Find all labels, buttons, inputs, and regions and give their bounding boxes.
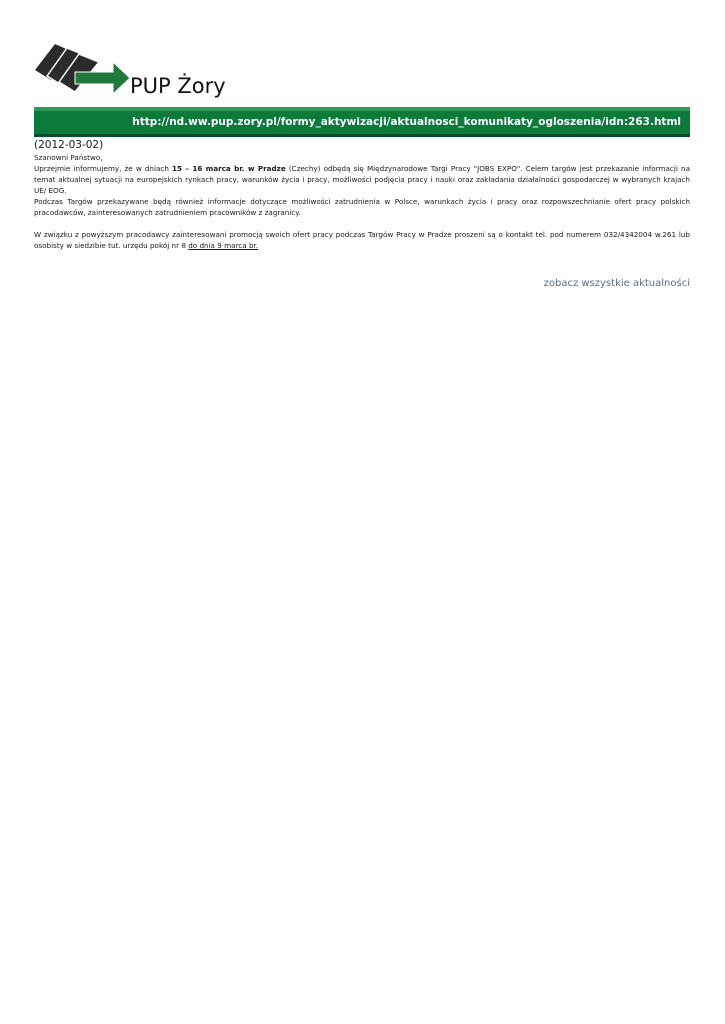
event-dates-bold: 15 – 16 marca br. w Pradze [172, 164, 286, 173]
band-highlight [34, 107, 690, 111]
page-url: http://nd.ww.pup.zory.pl/formy_aktywizacji/aktualnosci_komunikaty_ogloszenia/idn:263.html [132, 116, 681, 128]
article-paragraph-3 [34, 229, 690, 251]
article-paragraph-1 [34, 163, 690, 196]
article-paragraph-2: Podczas Targów przekazywane będą również informacje dotyczące możliwości zatrudnienia w Polsce, warunkach życia i pracy oraz rozpowszechnianie ofert pracy polskich pracodawców, zainteresowanych zatrudnieniem pracowników z zagranicy. [34, 197, 690, 217]
paragraph-spacer [34, 218, 690, 229]
band-shadow [34, 134, 690, 137]
deadline-underlined: do dnia 9 marca br. [188, 241, 259, 250]
article-greeting: Szanowni Państwo, [34, 153, 103, 162]
logo-text: PUP Żory [130, 74, 226, 98]
all-news-link[interactable]: zobacz wszystkie aktualności [543, 278, 690, 289]
paragraph-1-text-end: (Czechy) odbędą się Międzynarodowe Targi Pracy "JOBS EXPO". Celem targów jest przekazanie informacji na temat aktualnej sytuacji na europejskich rynkach pracy, warunków życia i pracy, możliwości podjęcia pracy i nauki oraz zakładania działalności gospodarczej w wybranych krajach UE/ EOG. [34, 164, 690, 195]
paragraph-1-text-start: Uprzejmie informujemy, że w dniach [34, 164, 173, 173]
article-date: (2012-03-02) [34, 139, 104, 151]
site-logo[interactable] [33, 42, 226, 102]
logo-graphic-icon [33, 42, 133, 98]
article [34, 139, 690, 251]
header-band [34, 107, 690, 137]
paragraph-3-text: W związku z powyższym pracodawcy zainteresowani promocją swoich ofert pracy podczas Targów Pracy w Pradze proszeni są o kontakt tel. pod numerem 032/4342004 w.261 lub osobisty w siedzibie tut. urzędu pokój nr 8 [34, 230, 690, 250]
